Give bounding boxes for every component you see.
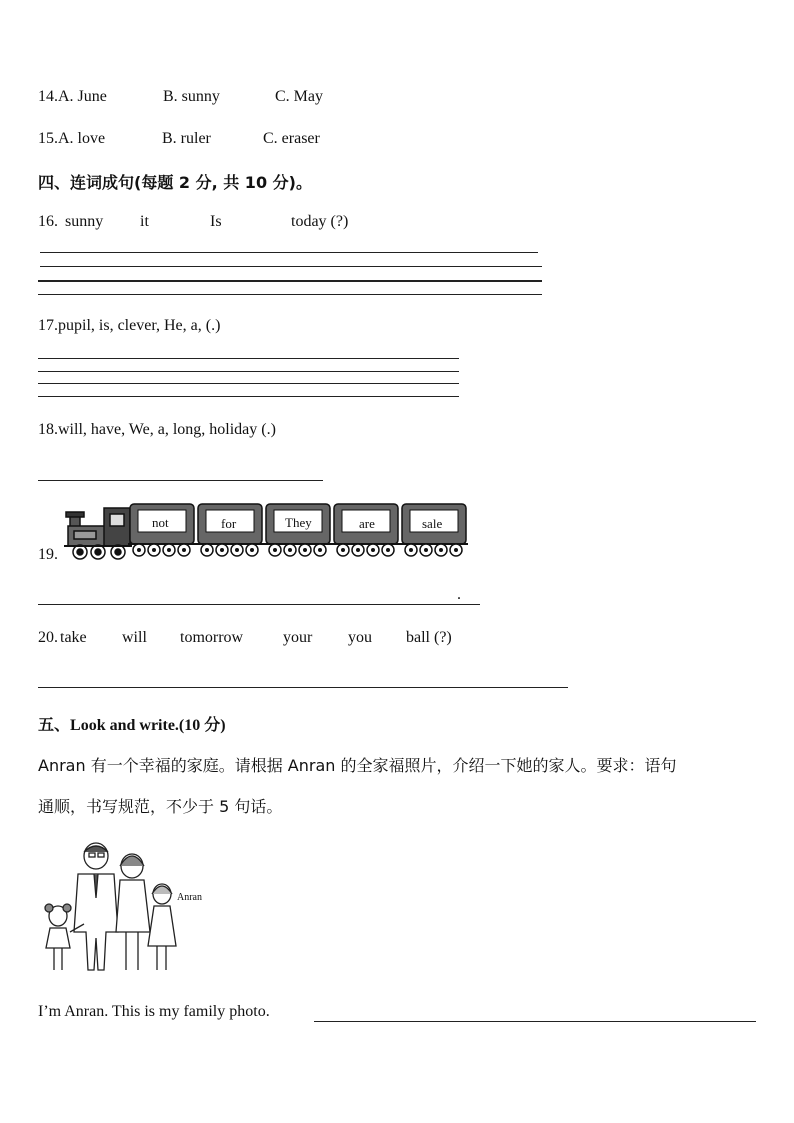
photo-caption: Anran (177, 892, 202, 903)
sentence-end-mark: . (457, 586, 461, 603)
answer-line[interactable] (38, 294, 542, 295)
q19-number: 19. (38, 546, 58, 563)
answer-line[interactable] (38, 480, 323, 481)
section-5-title (38, 712, 226, 735)
section-name: Look and write.(10 分) (70, 717, 226, 734)
answer-line[interactable] (40, 252, 538, 253)
answer-line[interactable] (38, 396, 459, 397)
answer-line[interactable] (38, 604, 480, 605)
question-number: 14. (38, 88, 58, 105)
question-15 (38, 130, 105, 148)
anran-icon (148, 884, 176, 970)
section-4-title: 四、连词成句(每题 2 分, 共 10 分)。 (38, 173, 312, 192)
answer-line[interactable] (38, 383, 459, 384)
question-18: 18.will, have, We, a, long, holiday (.) (38, 421, 276, 438)
q20-word-4: your (283, 629, 313, 646)
answer-line[interactable] (40, 266, 542, 267)
train-car-label-1: not (152, 515, 169, 530)
answer-line[interactable] (38, 358, 459, 359)
writing-answer-line[interactable] (314, 1021, 756, 1022)
option-a: A. June (58, 88, 107, 105)
q16-word-1: sunny (65, 213, 104, 230)
question-number: 15. (38, 130, 58, 147)
answer-line[interactable] (38, 687, 568, 688)
q15-option-b: B. ruler (162, 130, 211, 147)
train-car-label-3: They (285, 515, 312, 530)
q20-word-6: ball (?) (406, 629, 452, 646)
q20-word-5: you (348, 629, 372, 646)
instructions-line-1: Anran 有一个幸福的家庭。请根据 Anran 的全家福照片，介绍一下她的家人。要求：语句 (38, 756, 677, 775)
q20-word-1: take (60, 629, 87, 646)
family-photo-illustration (40, 842, 230, 974)
train-car-label-5: sale (422, 516, 443, 531)
instructions-line-2: 通顺，书写规范，不少于 5 句话。 (38, 797, 283, 816)
section-number: 五、 (38, 715, 71, 734)
answer-line[interactable] (38, 280, 542, 282)
writing-start-text: I’m Anran. This is my family photo. (38, 1003, 270, 1020)
q14-option-c: C. May (275, 88, 323, 105)
mother-icon (116, 854, 150, 970)
q20-word-3: tomorrow (180, 629, 244, 646)
train-car-label-2: for (221, 516, 237, 531)
locomotive-icon (64, 508, 132, 559)
q16-number: 16. (38, 213, 58, 230)
question-14 (38, 88, 107, 106)
father-icon (74, 843, 118, 970)
q16-word-2: it (140, 213, 149, 230)
train-illustration (62, 500, 472, 564)
q20-word-2: will (122, 629, 147, 646)
train-car-label-4: are (359, 516, 375, 531)
answer-line[interactable] (38, 371, 459, 372)
option-a: A. love (58, 130, 106, 147)
question-17: 17.pupil, is, clever, He, a, (.) (38, 317, 221, 334)
q16-word-3: Is (210, 213, 222, 230)
q14-option-b: B. sunny (163, 88, 220, 105)
q16-word-4: today (?) (291, 213, 349, 230)
q15-option-c: C. eraser (263, 130, 320, 147)
q20-number: 20. (38, 629, 58, 646)
